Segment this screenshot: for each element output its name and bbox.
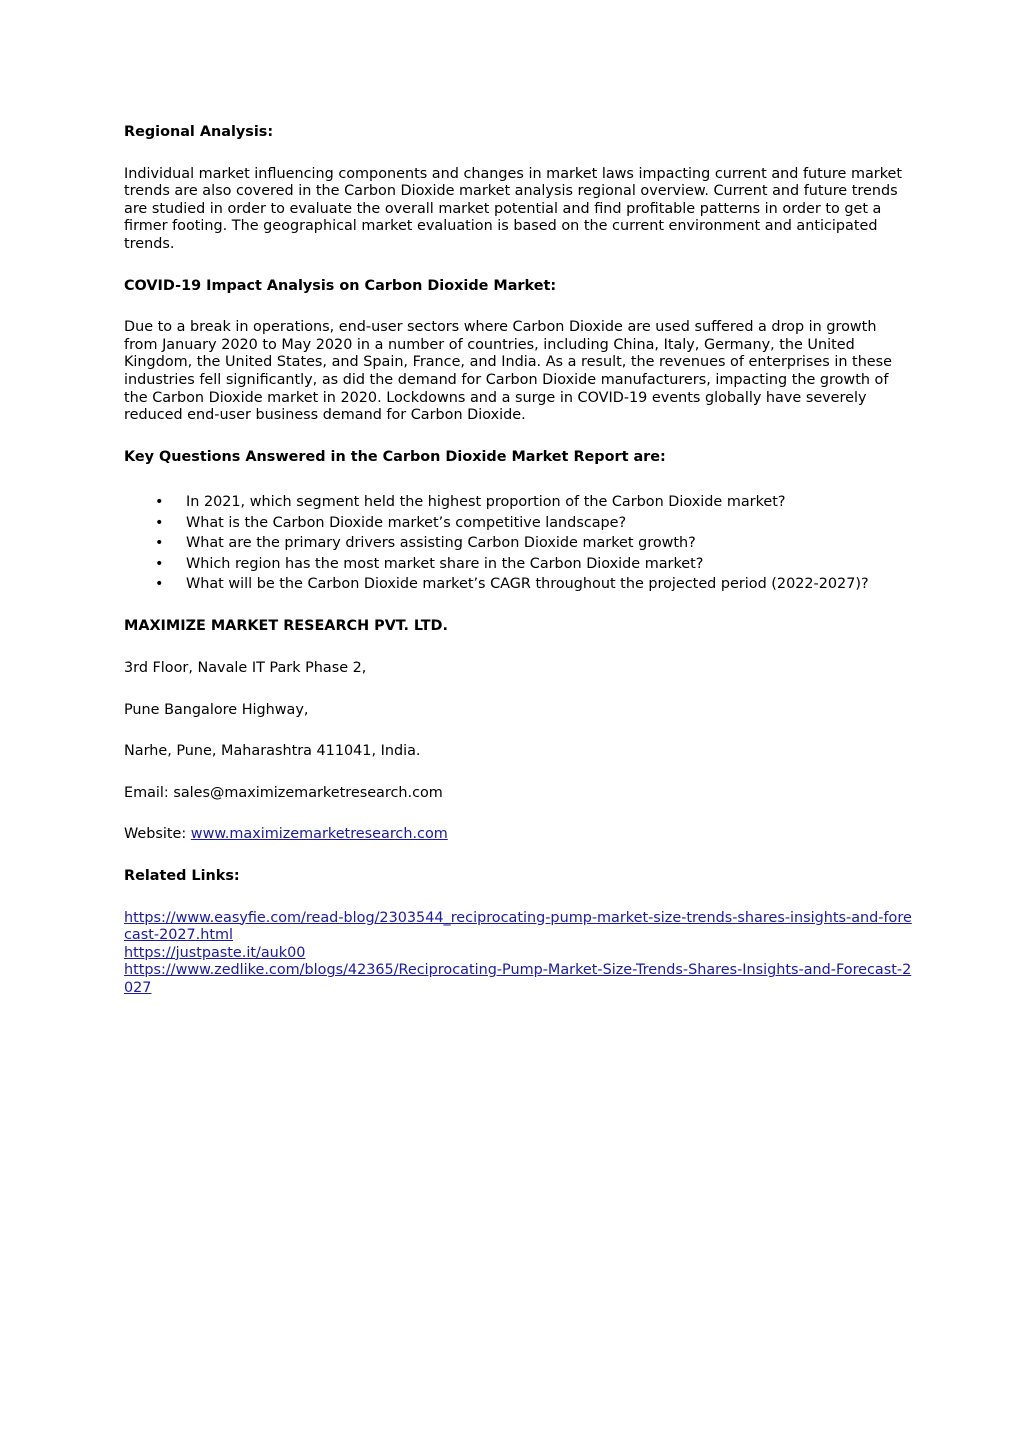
covid-impact-heading: COVID-19 Impact Analysis on Carbon Dioxide Market: bbox=[124, 277, 557, 294]
bullet-icon: • bbox=[155, 555, 164, 572]
question-text: In 2021, which segment held the highest proportion of the Carbon Dioxide market? bbox=[186, 494, 786, 511]
question-text: What is the Carbon Dioxide market’s competitive landscape? bbox=[186, 514, 627, 531]
regional-analysis-paragraph: Individual market influencing components and changes in market laws impacting current and future market trends are also covered in the Carbon Dioxide market analysis regional overview. Current and future trends are studied in order to evaluate the overall market potential and find profitable patterns in order to get a firmer footing. The geographical market evaluation is based on the current environment and anticipated trends. bbox=[124, 165, 903, 252]
bullet-icon: • bbox=[155, 535, 164, 552]
list-item bbox=[124, 533, 914, 553]
key-questions-list bbox=[124, 492, 914, 594]
document-page bbox=[124, 124, 914, 997]
address-line-3: Narhe, Pune, Maharashtra 411041, India. bbox=[124, 743, 421, 760]
covid-impact-paragraph: Due to a break in operations, end-user sectors where Carbon Dioxide are used suffered a drop in growth from January 2020 to May 2020 in a number of countries, including China, Italy, Germany, the United Kingdom, the United States, and Spain, France, and India. As a result, the revenues of enterprises in these industries fell significantly, as did the demand for Carbon Dioxide manufacturers, impacting the growth of the Carbon Dioxide market in 2020. Lockdowns and a surge in COVID-19 events globally have severely reduced end-user business demand for Carbon Dioxide. bbox=[124, 319, 893, 424]
related-links-list bbox=[124, 910, 914, 998]
regional-analysis-heading: Regional Analysis: bbox=[124, 124, 274, 140]
question-text: What will be the Carbon Dioxide market’s CAGR throughout the projected period (2022-2027)? bbox=[186, 575, 869, 592]
email-line: Email: sales@maximizemarketresearch.com bbox=[124, 784, 443, 801]
list-item bbox=[124, 513, 914, 533]
bullet-icon: • bbox=[155, 494, 164, 511]
bullet-icon: • bbox=[155, 575, 164, 592]
address-line-2: Pune Bangalore Highway, bbox=[124, 701, 309, 718]
address-line-1: 3rd Floor, Navale IT Park Phase 2, bbox=[124, 659, 367, 676]
list-item bbox=[124, 554, 914, 574]
related-link-zedlike[interactable]: https://www.zedlike.com/blogs/42365/Reciprocating-Pump-Market-Size-Trends-Shares-Insights-and-Forecast-2027 bbox=[124, 962, 912, 996]
list-item bbox=[124, 574, 914, 594]
list-item bbox=[124, 492, 914, 512]
website-line bbox=[124, 826, 914, 844]
question-text: Which region has the most market share in the Carbon Dioxide market? bbox=[186, 555, 704, 572]
key-questions-heading: Key Questions Answered in the Carbon Dioxide Market Report are: bbox=[124, 448, 666, 465]
bullet-icon: • bbox=[155, 514, 164, 531]
related-link-justpaste[interactable]: https://justpaste.it/auk00 bbox=[124, 944, 306, 961]
website-label: Website: bbox=[124, 826, 191, 843]
website-link[interactable]: www.maximizemarketresearch.com bbox=[190, 826, 448, 843]
related-links-heading: Related Links: bbox=[124, 867, 240, 884]
question-text: What are the primary drivers assisting Carbon Dioxide market growth? bbox=[186, 535, 696, 552]
company-name: MAXIMIZE MARKET RESEARCH PVT. LTD. bbox=[124, 618, 448, 635]
related-link-easyfie[interactable]: https://www.easyfie.com/read-blog/2303544_reciprocating-pump-market-size-trends-shares-insights-and-forecast-2027.html bbox=[124, 909, 912, 944]
